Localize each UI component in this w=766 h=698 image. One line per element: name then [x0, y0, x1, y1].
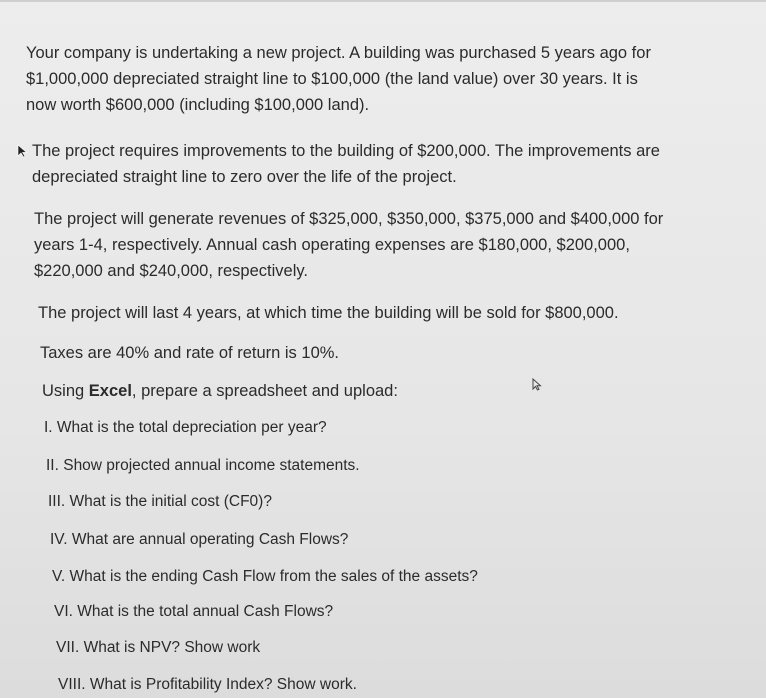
text-line: The project will last 4 years, at which time the building will be sold for $800,000. [38, 304, 619, 322]
paragraph-revenues [34, 206, 663, 284]
text-line: years 1-4, respectively. Annual cash operating expenses are $180,000, $200,000, [34, 236, 630, 254]
text-line: $220,000 and $240,000, respectively. [34, 262, 308, 280]
mouse-pointer-icon [16, 144, 30, 158]
top-border [0, 0, 766, 2]
text-line: The project requires improvements to the building of $200,000. The improvements are [32, 142, 660, 160]
text-segment: , prepare a spreadsheet and upload: [131, 382, 398, 400]
text-line: Your company is undertaking a new project. A building was purchased 5 years ago for [26, 44, 651, 62]
text-line: $1,000,000 depreciated straight line to $100,000 (the land value) over 30 years. It is [26, 70, 638, 88]
text-segment: Using [42, 382, 89, 400]
mouse-pointer-icon [530, 377, 544, 391]
text-line: now worth $600,000 (including $100,000 land). [26, 96, 370, 114]
text-line: depreciated straight line to zero over the life of the project. [32, 168, 457, 186]
question-item: VII. What is NPV? Show work [56, 639, 261, 656]
question-item: V. What is the ending Cash Flow from the sales of the assets? [52, 568, 478, 585]
question-item: VIII. What is Profitability Index? Show work. [58, 676, 357, 693]
text-line: The project will generate revenues of $325,000, $350,000, $375,000 and $400,000 for [34, 210, 664, 228]
text-line: Taxes are 40% and rate of return is 10%. [40, 344, 339, 362]
question-item: VI. What is the total annual Cash Flows? [54, 603, 334, 620]
excel-bold-text: Excel [88, 382, 132, 400]
paragraph-taxes [40, 340, 339, 366]
paragraph-instructions [42, 378, 398, 404]
paragraph-project-life [38, 300, 619, 326]
paragraph-improvements [32, 138, 660, 190]
question-item: II. Show projected annual income statements. [46, 457, 360, 474]
paragraph-building-purchase [26, 40, 651, 118]
question-item: I. What is the total depreciation per year? [44, 419, 327, 436]
question-item: IV. What are annual operating Cash Flows? [50, 531, 349, 548]
question-item: III. What is the initial cost (CF0)? [48, 493, 272, 510]
